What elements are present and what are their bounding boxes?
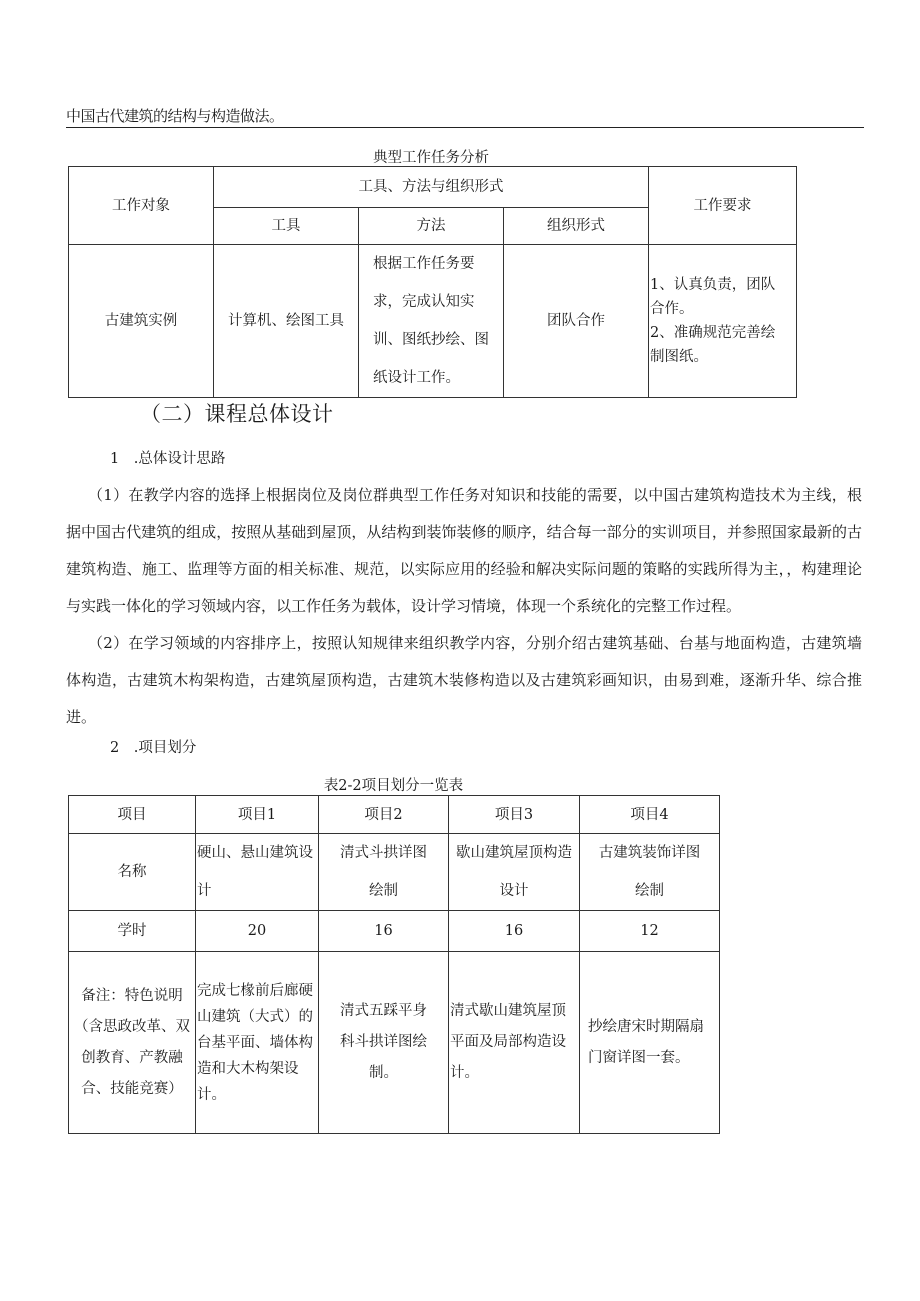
header-tools: 工具: [214, 208, 359, 245]
paragraph-2: （2）在学习领域的内容排序上，按照认知规律来组织教学内容，分别介绍古建筑基础、台基与地面构造，古建筑墙体构造，古建筑木构架构造，古建筑屋顶构造，古建筑木装修构造以及古建筑彩画知识，由易到难，逐渐升华、综合推进。: [66, 634, 862, 726]
header-method: 方法: [359, 208, 504, 245]
header-project: 项目: [69, 796, 196, 834]
header-work-requirements: 工作要求: [649, 167, 797, 245]
cell-requirements: 1、认真负责，团队合作。 2、准确规范完善绘制图纸。: [649, 245, 797, 398]
intro-line: 中国古代建筑的结构与构造做法。: [66, 107, 284, 125]
header-organization: 组织形式: [504, 208, 649, 245]
name-project-1: 硬山、悬山建筑设计: [196, 834, 319, 911]
hours-project-2: 16: [319, 911, 449, 952]
label-name: 名称: [69, 834, 196, 911]
section-title: （二）课程总体设计: [140, 402, 334, 426]
table2-caption: 表2-2项目划分一览表: [323, 778, 464, 794]
paragraph-1: （1）在教学内容的选择上根据岗位及岗位群典型工作任务对知识和技能的需要，以中国古建筑构造技术为主线，根据中国古代建筑的组成，按照从基础到屋顶，从结构到装饰装修的顺序，结合每一部分的实训项目，并参照国家最新的古建筑构造、施工、监理等方面的相关标准、规范，以实际应用的经验和解决实际问题的策略的实践所得为主，，构建理论与实践一体化的学习领域内容，以工作任务为载体，设计学习情境，体现一个系统化的完整工作过程。: [66, 486, 862, 615]
cell-work-object: 古建筑实例: [69, 245, 214, 398]
name-project-4: 古建筑装饰详图绘制: [580, 834, 720, 911]
remark-project-4: 抄绘唐宋时期隔扇门窗详图一套。: [580, 952, 720, 1134]
name-project-3: 歇山建筑屋顶构造设计: [449, 834, 580, 911]
cell-method: 根据工作任务要求，完成认知实训、图纸抄绘、图纸设计工作。: [359, 245, 504, 398]
hours-project-1: 20: [196, 911, 319, 952]
subheading-design-approach: 1 .总体设计思路: [110, 451, 226, 467]
header-project-4: 项目4: [580, 796, 720, 834]
label-hours: 学时: [69, 911, 196, 952]
header-work-object: 工作对象: [69, 167, 214, 245]
table1-caption: 典型工作任务分析: [373, 150, 489, 166]
header-project-1: 项目1: [196, 796, 319, 834]
name-project-2: 清式斗拱详图绘制: [319, 834, 449, 911]
subheading-project-division: 2 .项目划分: [110, 740, 197, 756]
hours-project-3: 16: [449, 911, 580, 952]
header-rule: [66, 127, 864, 128]
remark-project-2: 清式五踩平身科斗拱详图绘制。: [319, 952, 449, 1134]
task-analysis-table: [68, 166, 797, 398]
header-tools-group: 工具、方法与组织形式: [214, 167, 649, 208]
remark-project-1: 完成七椽前后廊硬山建筑（大式）的台基平面、墙体构造和大木构架设计。: [196, 952, 319, 1134]
cell-organization: 团队合作: [504, 245, 649, 398]
header-project-2: 项目2: [319, 796, 449, 834]
project-division-table: [68, 795, 720, 1134]
hours-project-4: 12: [580, 911, 720, 952]
label-remarks: 备注：特色说明（含思政改革、双创教育、产教融合、技能竞赛）: [69, 952, 196, 1134]
cell-tools: 计算机、绘图工具: [214, 245, 359, 398]
header-project-3: 项目3: [449, 796, 580, 834]
remark-project-3: 清式歇山建筑屋顶平面及局部构造设计。: [449, 952, 580, 1134]
